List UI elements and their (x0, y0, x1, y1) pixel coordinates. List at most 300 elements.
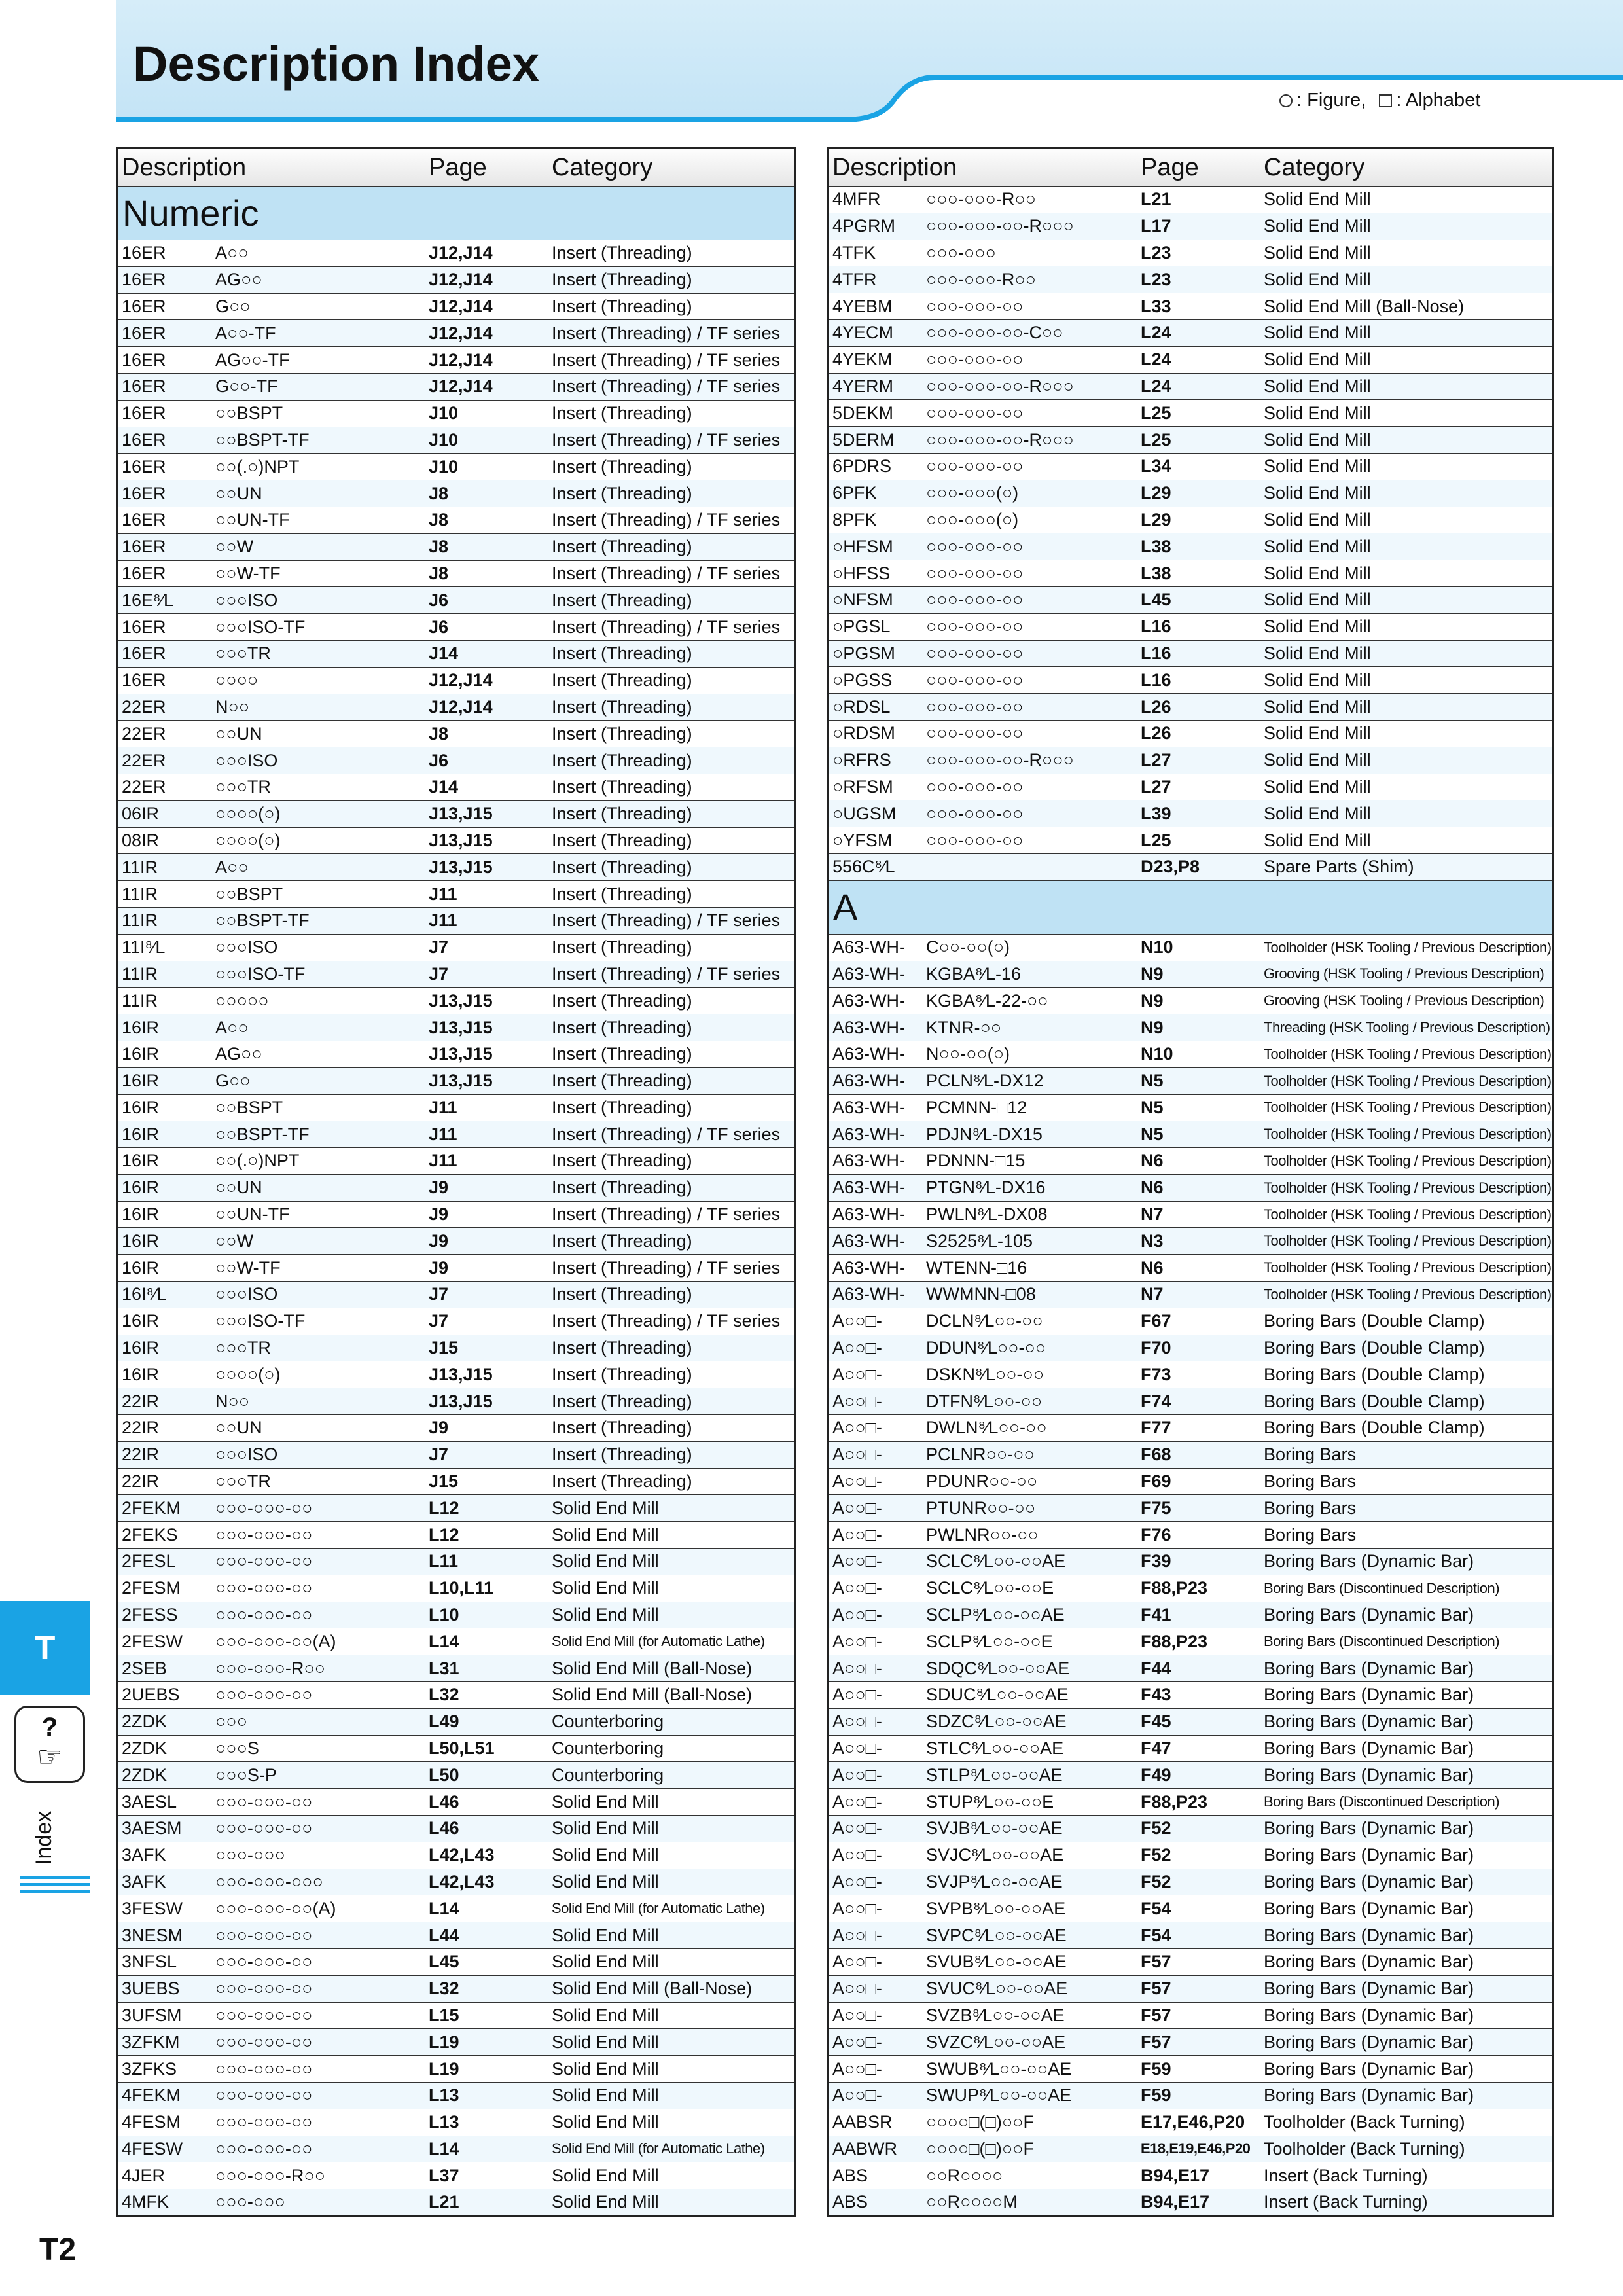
category-cell: Boring Bars (Double Clamp) (1260, 1361, 1553, 1388)
page-ref: N10 (1137, 934, 1260, 961)
table-row (829, 1655, 1553, 1682)
table-row (829, 1602, 1553, 1628)
page-ref: N5 (1137, 1067, 1260, 1094)
page-ref: L32 (425, 1682, 548, 1709)
category-cell: Insert (Threading) (548, 266, 796, 293)
table-row (829, 1121, 1553, 1148)
page-ref: J9 (425, 1415, 548, 1442)
model-code: 2SEB (122, 1658, 168, 1678)
model-pattern: PWLNR○○-○○ (926, 1524, 1039, 1545)
model-code: 3ZFKM (122, 2032, 180, 2052)
model-pattern: ○○○-○○○-○○ (926, 590, 1024, 610)
model-code: A63-WH- (832, 1044, 906, 1064)
description-cell (829, 613, 1137, 640)
model-pattern: ○○○ISO-TF (215, 617, 306, 637)
model-code: 8PFK (832, 509, 877, 529)
description-cell (118, 694, 425, 721)
page-ref: F52 (1137, 1842, 1260, 1869)
table-row (829, 1949, 1553, 1976)
page-ref: F88,P23 (1137, 1575, 1260, 1602)
model-pattern: SVZC⁸⁄L○○-○○AE (926, 2032, 1066, 2052)
page-ref: L14 (425, 2136, 548, 2162)
category-cell: Insert (Threading) (548, 587, 796, 614)
legend-alphabet: : Alphabet (1396, 90, 1481, 111)
model-pattern: G○○ (215, 296, 251, 316)
page-ref: F88,P23 (1137, 1789, 1260, 1816)
model-pattern: ○○○○○ (215, 990, 269, 1011)
category-cell: Insert (Threading) (548, 640, 796, 667)
category-cell: Toolholder (HSK Tooling / Previous Description) (1260, 1094, 1553, 1121)
page-ref: L15 (425, 2002, 548, 2029)
table-row (118, 1228, 796, 1255)
model-pattern: KGBA⁸⁄L-22-○○ (926, 990, 1048, 1011)
model-pattern: ○○○-○○○-○○ (215, 2112, 313, 2132)
table-row (829, 400, 1553, 427)
table-row (829, 2162, 1553, 2189)
model-code: AABWR (832, 2138, 898, 2159)
description-cell (829, 1014, 1137, 1041)
table-row (829, 1708, 1553, 1735)
model-code: 5DERM (832, 429, 895, 450)
description-cell (829, 453, 1137, 480)
table-row (118, 1255, 796, 1282)
description-cell (118, 1014, 425, 1041)
model-pattern: ○○○ISO-TF (215, 963, 306, 984)
table-row (829, 667, 1553, 694)
description-cell (829, 1628, 1137, 1655)
category-cell: Solid End Mill (548, 2002, 796, 2029)
page-ref: L24 (1137, 373, 1260, 400)
table-row (829, 613, 1553, 640)
description-cell (118, 1869, 425, 1895)
model-code: 2FESM (122, 1578, 181, 1598)
description-cell (118, 266, 425, 293)
model-code: A63-WH- (832, 963, 906, 984)
table-row (118, 533, 796, 560)
category-cell: Solid End Mill (1260, 427, 1553, 454)
model-code: 4TFK (832, 242, 876, 262)
circle-icon (1279, 94, 1293, 107)
table-row (118, 1388, 796, 1415)
description-cell (829, 1708, 1137, 1735)
category-cell: Insert (Threading) (548, 1441, 796, 1468)
category-cell: Boring Bars (Dynamic Bar) (1260, 1682, 1553, 1709)
category-cell: Solid End Mill (548, 2162, 796, 2189)
model-code: 22ER (122, 696, 166, 717)
table-row (829, 1495, 1553, 1522)
category-cell: Solid End Mill (548, 2109, 796, 2136)
category-cell: Solid End Mill (Ball-Nose) (548, 1975, 796, 2002)
table-row (118, 1682, 796, 1709)
category-cell: Solid End Mill (Ball-Nose) (548, 1655, 796, 1682)
model-code: A○○□- (832, 1498, 882, 1518)
model-pattern: DTFN⁸⁄L○○-○○ (926, 1391, 1043, 1411)
page-ref: J13,J15 (425, 827, 548, 854)
model-code: 16ER (122, 483, 166, 503)
model-pattern: ○○BSPT (215, 403, 283, 423)
model-pattern: ○○○-○○○-○○ (215, 1791, 313, 1812)
model-pattern: ○○○-○○○-○○ (215, 2032, 313, 2052)
page-ref: J12,J14 (425, 694, 548, 721)
category-cell: Solid End Mill (1260, 453, 1553, 480)
table-row (829, 240, 1553, 266)
table-row (829, 774, 1553, 800)
model-pattern: ○○○-○○○-○○ (215, 1578, 313, 1598)
description-cell (829, 1735, 1137, 1762)
model-code: 16ER (122, 243, 166, 263)
category-cell: Insert (Threading) (548, 721, 796, 747)
category-cell: Boring Bars (Dynamic Bar) (1260, 1922, 1553, 1949)
category-cell: Solid End Mill (1260, 827, 1553, 854)
model-code: 4FESW (122, 2138, 183, 2159)
description-cell (118, 1602, 425, 1628)
model-pattern: ○○○ISO (215, 590, 278, 610)
model-code: A○○□- (832, 1765, 882, 1785)
model-code: ○PGSM (832, 643, 895, 663)
description-cell (118, 2002, 425, 2029)
table-row (829, 1148, 1553, 1175)
header-page: Page (425, 148, 548, 187)
table-row (829, 1975, 1553, 2002)
model-pattern: ○○○-○○○-○○ (215, 1952, 313, 1972)
description-cell (829, 293, 1137, 320)
model-code: A○○□- (832, 1338, 882, 1358)
page-ref: L45 (1137, 586, 1260, 613)
model-code: 3UEBS (122, 1979, 180, 1999)
category-cell: Toolholder (HSK Tooling / Previous Description) (1260, 1121, 1553, 1148)
page-ref: J12,J14 (425, 266, 548, 293)
page-ref: N6 (1137, 1148, 1260, 1175)
page-ref: F68 (1137, 1441, 1260, 1468)
page-ref: J9 (425, 1228, 548, 1255)
category-cell: Toolholder (HSK Tooling / Previous Description) (1260, 1174, 1553, 1201)
page-title: Description Index (133, 37, 539, 91)
page-ref: N10 (1137, 1041, 1260, 1067)
category-cell: Insert (Threading) (548, 694, 796, 721)
table-row (118, 1549, 796, 1575)
table-row (829, 1255, 1553, 1282)
description-cell (118, 1094, 425, 1121)
category-cell: Insert (Threading) (548, 454, 796, 480)
category-cell: Spare Parts (Shim) (1260, 853, 1553, 880)
category-cell: Threading (HSK Tooling / Previous Description) (1260, 1014, 1553, 1041)
model-pattern: ○○○ISO-TF (215, 1311, 306, 1331)
category-cell: Counterboring (548, 1735, 796, 1762)
model-code: 16IR (122, 1311, 160, 1331)
page-ref: J11 (425, 1148, 548, 1175)
model-code: A○○□- (832, 1712, 882, 1732)
model-code: 16ER (122, 670, 166, 691)
model-code: 16ER (122, 563, 166, 583)
model-pattern: ○○○-○○○(○) (926, 509, 1019, 529)
category-cell: Solid End Mill (548, 1495, 796, 1522)
page-ref: F57 (1137, 1975, 1260, 2002)
model-code: 4FEKM (122, 2085, 181, 2106)
description-cell (829, 1816, 1137, 1842)
model-code: A○○□- (832, 1925, 882, 1945)
category-cell: Toolholder (HSK Tooling / Previous Description) (1260, 1255, 1553, 1282)
model-pattern: A○○-TF (215, 323, 276, 343)
table-row (118, 1789, 796, 1816)
category-cell: Solid End Mill (548, 1602, 796, 1628)
page-ref: J6 (425, 747, 548, 774)
model-pattern: WWMNN-□08 (926, 1284, 1036, 1304)
model-pattern: A○○ (215, 243, 249, 263)
model-code: 16ER (122, 456, 166, 476)
model-code: 11IR (122, 963, 158, 984)
model-code: 3NFSL (122, 1952, 177, 1972)
page-ref: J7 (425, 1308, 548, 1335)
table-row (118, 988, 796, 1014)
model-pattern: ○○○ISO (215, 1444, 278, 1465)
table-row (118, 1094, 796, 1121)
category-cell: Counterboring (548, 1708, 796, 1735)
model-pattern: PDNNN-□15 (926, 1151, 1026, 1171)
page-ref: J8 (425, 721, 548, 747)
description-cell (829, 2109, 1137, 2136)
model-code: ○RDSM (832, 723, 895, 744)
model-pattern: N○○ (215, 1391, 250, 1411)
page-ref: J11 (425, 881, 548, 908)
model-code: 4YECM (832, 323, 894, 343)
category-cell: Insert (Threading) / TF series (548, 1201, 796, 1228)
model-pattern: SWUB⁸⁄L○○-○○AE (926, 2058, 1072, 2079)
model-code: A○○□- (832, 1444, 882, 1465)
model-pattern: ○○○-○○○-○○ (215, 1685, 313, 1705)
page-ref: J11 (425, 1094, 548, 1121)
description-cell (829, 2029, 1137, 2056)
model-pattern: DWLN⁸⁄L○○-○○ (926, 1418, 1047, 1438)
model-pattern: ○○○S-P (215, 1765, 277, 1785)
page-ref: L10 (425, 1602, 548, 1628)
description-cell (829, 1174, 1137, 1201)
model-code: 16ER (122, 643, 166, 664)
model-code: 16ER (122, 270, 166, 290)
model-code: 16ER (122, 617, 166, 637)
model-code: 11I⁸⁄L (122, 937, 166, 958)
page-ref: F59 (1137, 2082, 1260, 2109)
model-pattern: ○○○-○○○-○○-R○○○ (926, 216, 1074, 236)
page-ref: L46 (425, 1789, 548, 1816)
model-pattern: S2525⁸⁄L-105 (926, 1230, 1033, 1251)
description-cell (118, 1816, 425, 1842)
model-pattern: ○○○TR (215, 1471, 271, 1492)
description-cell (829, 480, 1137, 507)
model-code: 4FESM (122, 2112, 181, 2132)
model-code: 4YEBM (832, 296, 893, 316)
description-cell (118, 2109, 425, 2136)
model-code: 4MFK (122, 2192, 169, 2212)
table-row (118, 2056, 796, 2083)
table-row (829, 187, 1553, 213)
category-cell: Solid End Mill (1260, 613, 1553, 640)
table-row (829, 1522, 1553, 1549)
category-cell: Insert (Threading) (548, 934, 796, 961)
model-code: 5DEKM (832, 403, 894, 423)
model-code: 16ER (122, 537, 166, 557)
model-pattern: ○○○-○○○ (215, 1845, 285, 1865)
page-ref: J15 (425, 1335, 548, 1361)
category-cell: Insert (Threading) / TF series (548, 373, 796, 400)
table-row (118, 1655, 796, 1682)
model-code: 4YEKM (832, 350, 893, 370)
model-code: 16IR (122, 1124, 160, 1144)
model-pattern: ○○W-TF (215, 1257, 281, 1278)
table-row (829, 1174, 1553, 1201)
category-cell: Insert (Threading) / TF series (548, 320, 796, 347)
description-cell (829, 1895, 1137, 1922)
table-row (829, 1415, 1553, 1442)
table-row (118, 934, 796, 961)
description-cell (118, 667, 425, 694)
table-row (829, 373, 1553, 400)
description-cell (829, 1549, 1137, 1575)
category-cell: Boring Bars (Discontinued Description) (1260, 1789, 1553, 1816)
model-code: A○○□- (832, 1391, 882, 1411)
description-cell (118, 1388, 425, 1415)
model-code: 16E⁸⁄L (122, 590, 173, 610)
model-pattern: SDQC⁸⁄L○○-○○AE (926, 1658, 1070, 1678)
section-heading-numeric: Numeric (118, 187, 796, 240)
description-cell (829, 2082, 1137, 2109)
description-cell (118, 480, 425, 507)
description-cell (829, 1842, 1137, 1869)
model-code: ○RDSL (832, 696, 891, 717)
description-cell (118, 1121, 425, 1148)
description-cell (829, 1415, 1137, 1442)
category-cell: Solid End Mill (1260, 266, 1553, 293)
page-ref: J12,J14 (425, 347, 548, 374)
table-row (829, 1735, 1553, 1762)
table-row (829, 560, 1553, 587)
category-cell: Insert (Threading) / TF series (548, 507, 796, 533)
category-cell: Boring Bars (Dynamic Bar) (1260, 2056, 1553, 2083)
table-row (118, 1842, 796, 1869)
category-cell: Toolholder (HSK Tooling / Previous Description) (1260, 1282, 1553, 1308)
index-tab-t[interactable]: T (0, 1601, 90, 1695)
category-cell: Insert (Threading) (548, 774, 796, 800)
table-row (829, 1468, 1553, 1495)
description-cell (829, 373, 1137, 400)
model-code: 16IR (122, 1151, 160, 1171)
model-code: AABSR (832, 2112, 893, 2132)
table-row (829, 988, 1553, 1014)
model-code: A○○□- (832, 2058, 882, 2079)
model-pattern: ○○UN-TF (215, 1204, 290, 1225)
description-cell (829, 213, 1137, 240)
model-code: ○PGSS (832, 670, 893, 690)
model-pattern: ○○UN (215, 1418, 262, 1438)
page-ref: F88,P23 (1137, 1628, 1260, 1655)
table-row (829, 213, 1553, 240)
model-pattern: SCLC⁸⁄L○○-○○E (926, 1578, 1054, 1598)
model-pattern: ○○○-○○○-○○(A) (215, 1898, 336, 1918)
category-cell: Boring Bars (Dynamic Bar) (1260, 1708, 1553, 1735)
category-cell: Insert (Threading) (548, 747, 796, 774)
category-cell: Boring Bars (1260, 1522, 1553, 1549)
description-cell (829, 1148, 1137, 1175)
page-ref: L16 (1137, 640, 1260, 667)
category-cell: Insert (Threading) (548, 854, 796, 881)
table-row (118, 2162, 796, 2189)
page-ref: L11 (425, 1549, 548, 1575)
description-cell (118, 907, 425, 934)
description-cell (118, 454, 425, 480)
model-pattern: PCLN⁸⁄L-DX12 (926, 1071, 1044, 1091)
description-cell (829, 1602, 1137, 1628)
table-row (118, 640, 796, 667)
description-cell (829, 827, 1137, 854)
table-row (118, 293, 796, 320)
category-cell: Toolholder (Back Turning) (1260, 2109, 1553, 2136)
model-pattern: ○○○-○○○ (926, 242, 996, 262)
model-code: 22IR (122, 1471, 160, 1492)
model-pattern: ○○○-○○○-○○ (926, 830, 1024, 850)
page-ref: J14 (425, 774, 548, 800)
page-ref: L13 (425, 2082, 548, 2109)
description-cell (829, 961, 1137, 988)
category-cell: Insert (Threading) (548, 881, 796, 908)
table-row (829, 346, 1553, 373)
category-cell: Insert (Threading) / TF series (548, 1121, 796, 1148)
category-cell: Insert (Threading) (548, 1361, 796, 1388)
description-cell (118, 1975, 425, 2002)
table-row (118, 1869, 796, 1895)
model-code: ○HFSM (832, 536, 893, 556)
model-pattern: SCLP⁸⁄L○○-○○E (926, 1631, 1053, 1651)
model-pattern: KGBA⁸⁄L-16 (926, 963, 1021, 984)
page-ref: L25 (1137, 400, 1260, 427)
page-ref: F75 (1137, 1495, 1260, 1522)
table-row (829, 1014, 1553, 1041)
page-ref: F57 (1137, 2002, 1260, 2029)
model-code: A63-WH- (832, 1097, 906, 1117)
model-pattern: ○○BSPT-TF (215, 429, 310, 450)
model-pattern: PCMNN-□12 (926, 1097, 1027, 1117)
category-cell: Insert (Threading) (548, 1014, 796, 1041)
page-ref: N7 (1137, 1282, 1260, 1308)
description-cell (829, 1922, 1137, 1949)
page-ref: L21 (1137, 187, 1260, 213)
category-cell: Insert (Threading) (548, 240, 796, 267)
page-ref: J7 (425, 961, 548, 988)
category-cell: Boring Bars (Dynamic Bar) (1260, 1735, 1553, 1762)
page-ref: F54 (1137, 1895, 1260, 1922)
page-ref: J12,J14 (425, 373, 548, 400)
model-pattern: ○○○-○○○-○○ (926, 296, 1024, 316)
table-row (829, 2082, 1553, 2109)
model-pattern: ○○○-○○○-○○ (215, 2138, 313, 2159)
description-cell (829, 1949, 1137, 1976)
page-ref: L19 (425, 2029, 548, 2056)
model-pattern: SWUP⁸⁄L○○-○○AE (926, 2085, 1072, 2106)
page-ref: E17,E46,P20 (1137, 2109, 1260, 2136)
model-pattern: SVJB⁸⁄L○○-○○AE (926, 1818, 1063, 1839)
table-row (118, 800, 796, 827)
model-pattern: G○○-TF (215, 376, 278, 397)
question-hand-icon: ? ☞ (14, 1706, 85, 1783)
header-description: Description (118, 148, 425, 187)
model-pattern: SVPC⁸⁄L○○-○○AE (926, 1925, 1067, 1945)
table-row (118, 1975, 796, 2002)
category-cell: Insert (Threading) (548, 1067, 796, 1094)
model-code: ○YFSM (832, 830, 893, 850)
model-pattern: ○○○-○○○-○○(A) (215, 1631, 336, 1651)
model-pattern: SVJC⁸⁄L○○-○○AE (926, 1845, 1064, 1865)
model-code: 16IR (122, 1338, 160, 1358)
model-pattern: PCLNR○○-○○ (926, 1444, 1035, 1465)
model-pattern: ○○○-○○○-○○ (926, 696, 1024, 717)
